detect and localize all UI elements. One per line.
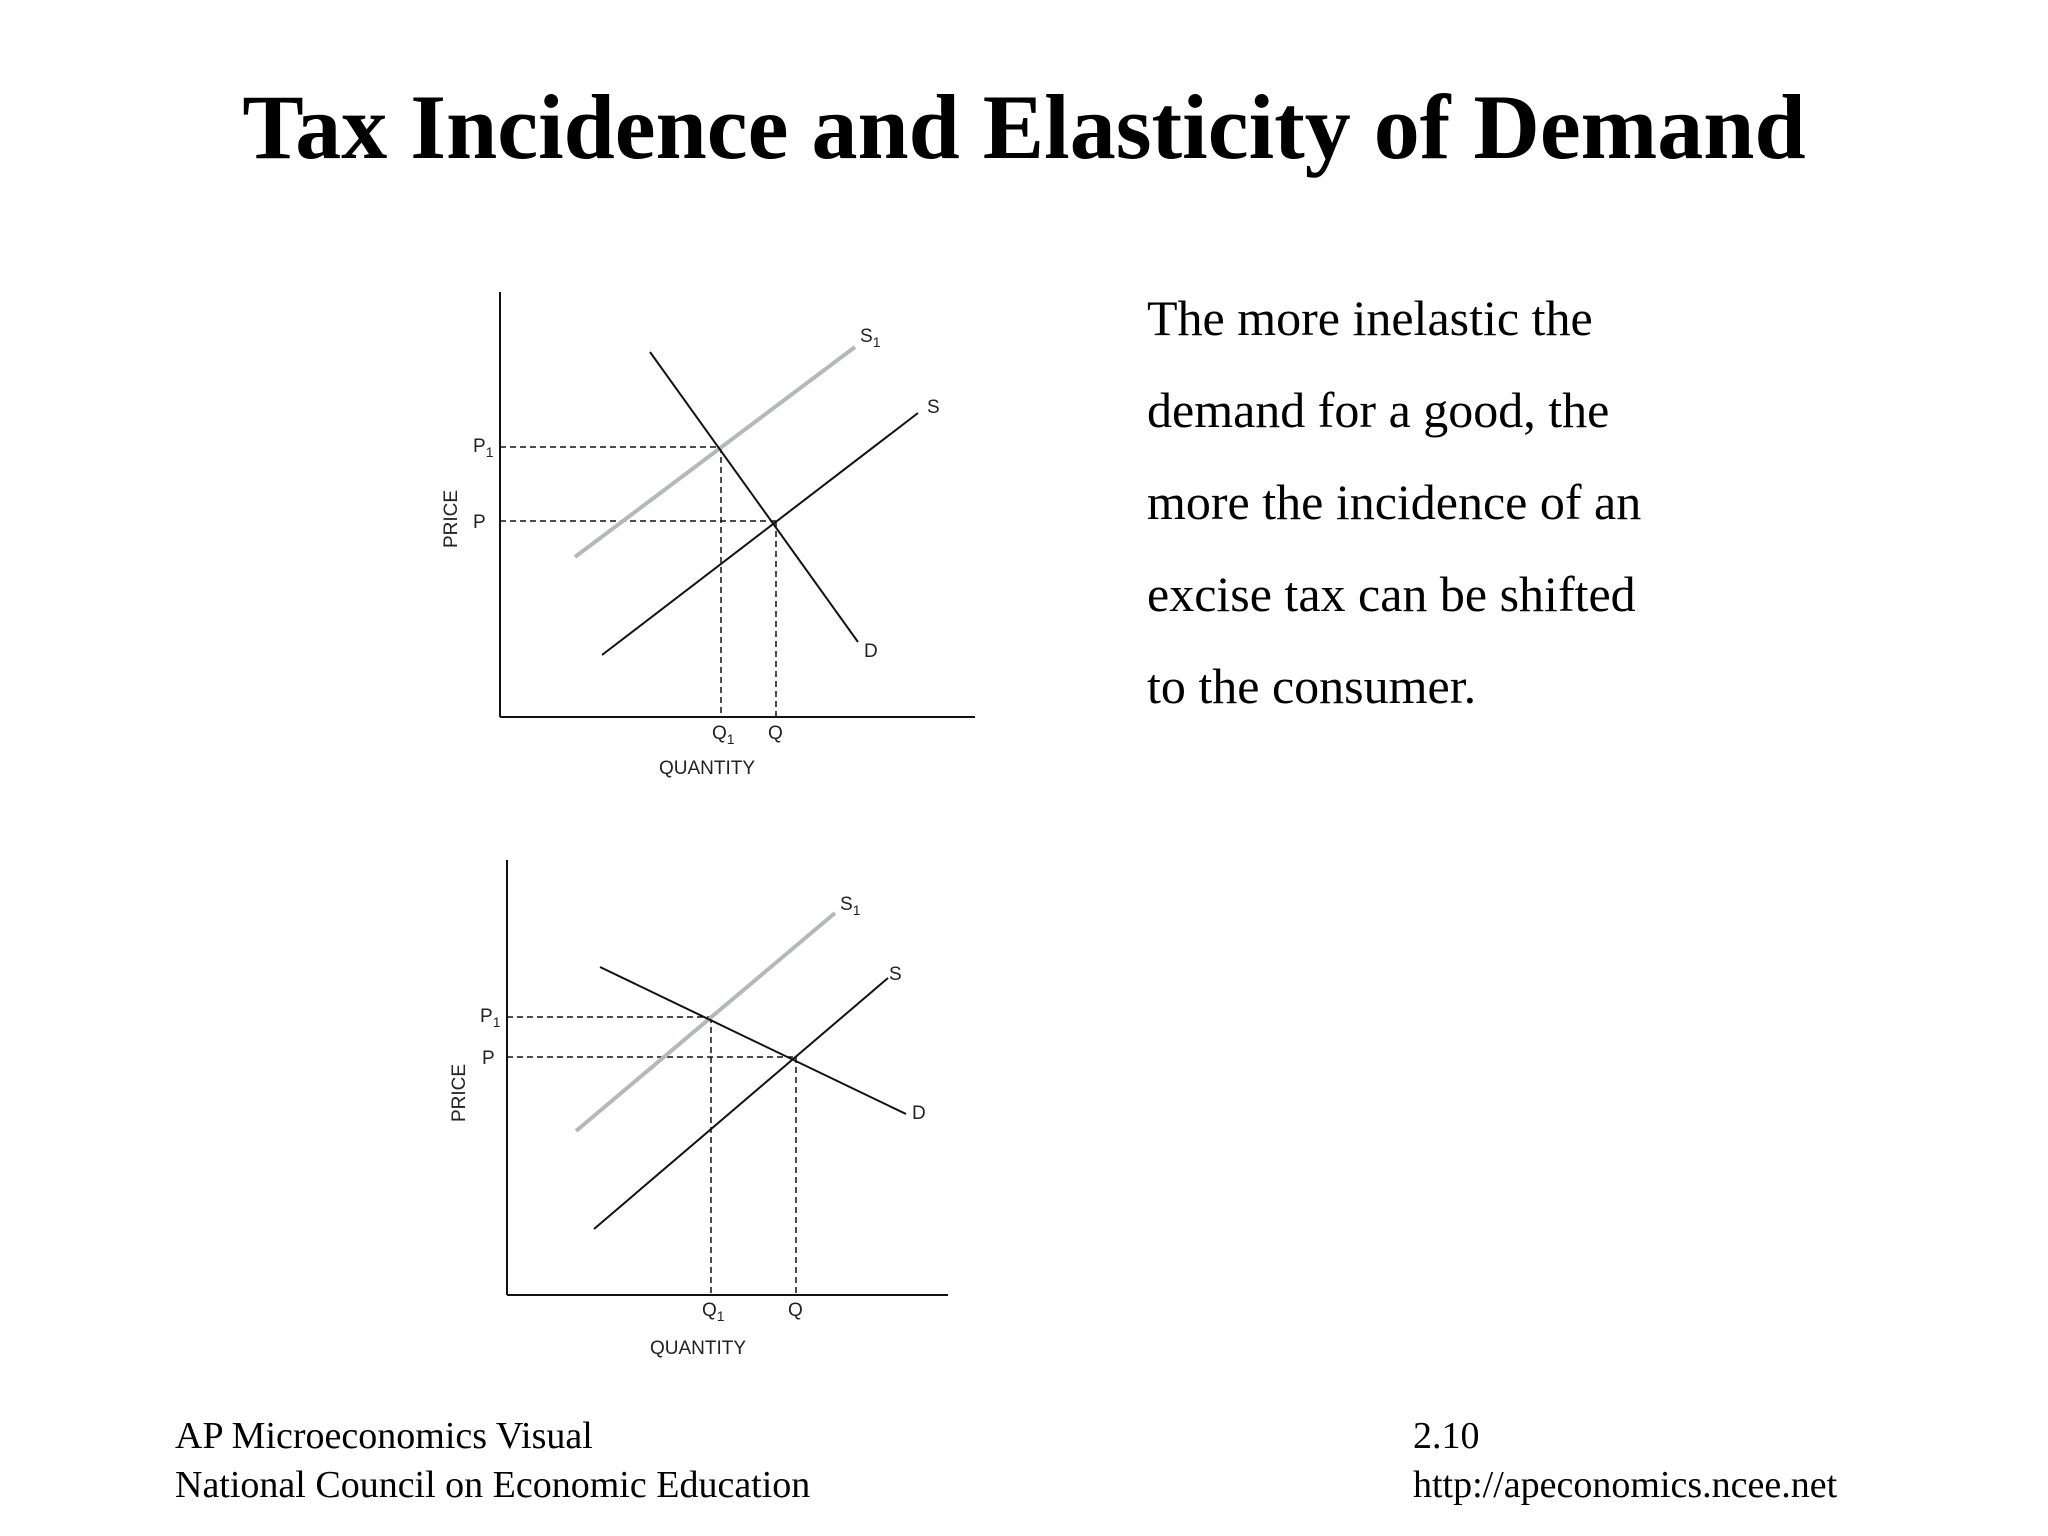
supply-taxed-label: $S_1$: [860, 326, 881, 350]
footer-organization: National Council on Economic Education: [175, 1464, 811, 1506]
supply-curve-taxed: [575, 347, 855, 557]
footer-url: http://apeconomics.ncee.net: [1413, 1464, 1838, 1506]
q1-label: $Q_1$: [712, 723, 735, 747]
slide-number: 2.10: [1413, 1415, 1480, 1457]
y-axis-label: PRICE: [449, 1063, 470, 1123]
p-label: P: [482, 1048, 495, 1069]
p1-label: $P_1$: [473, 436, 494, 460]
q-label: Q: [768, 723, 783, 744]
p-label: P: [473, 512, 486, 533]
y-axis-label: PRICE: [441, 489, 462, 549]
demand-label: D: [864, 641, 878, 662]
supply-curve: [594, 978, 888, 1229]
slide-title: Tax Incidence and Elasticity of Demand: [242, 76, 1806, 178]
explanation-line: demand for a good, the: [1147, 382, 1610, 438]
supply-label: S: [927, 397, 940, 418]
p1-label: $P_1$: [480, 1006, 501, 1030]
explanation-line: more the incidence of an: [1147, 474, 1642, 530]
demand-curve: [650, 352, 858, 642]
footer-source: [175, 1412, 810, 1510]
footer-course: AP Microeconomics Visual: [175, 1415, 593, 1457]
supply-taxed-label: $S_1$: [840, 894, 861, 918]
q-label: Q: [788, 1300, 803, 1321]
explanation-text: [1147, 272, 1707, 732]
elastic-demand-graph: [430, 850, 990, 1370]
explanation-line: excise tax can be shifted: [1147, 566, 1636, 622]
supply-curve: [602, 413, 918, 655]
q1-label: $Q_1$: [702, 1300, 725, 1324]
x-axis-label: QUANTITY: [658, 758, 756, 779]
inelastic-demand-graph: [430, 280, 990, 800]
explanation-line: The more inelastic the: [1147, 290, 1593, 346]
x-axis-label: QUANTITY: [649, 1338, 747, 1359]
footer-reference: [1413, 1412, 1837, 1510]
explanation-line: to the consumer.: [1147, 658, 1477, 714]
supply-label: S: [889, 964, 902, 985]
demand-label: D: [912, 1103, 926, 1124]
